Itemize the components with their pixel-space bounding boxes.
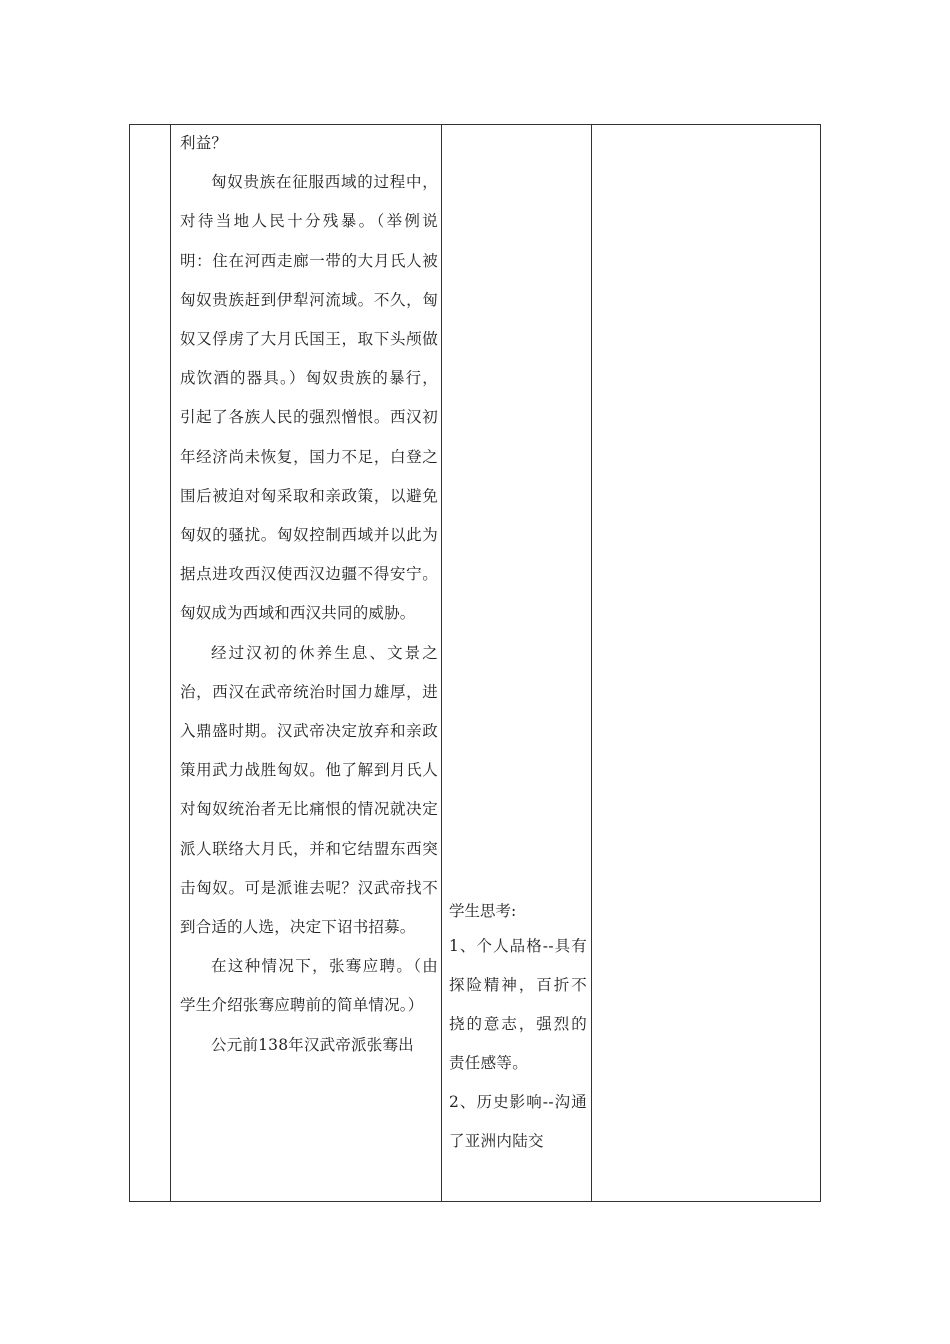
paragraph: 匈奴贵族在征服西域的过程中，对待当地人民十分残暴。（举例说明：住在河西走廊一带的大月氏人被匈奴贵族赶到伊犁河流域。不久，匈奴又俘虏了大月氏国王，取下头颅做成饮酒的器具。）匈奴贵族的暴行，引起了各族人民的强烈憎恨。西汉初年经济尚未恢复，国力不足，白登之围后被迫对匈采取和亲政策，以避免匈奴的骚扰。匈奴控制西域并以此为据点进攻西汉使西汉边疆不得安宁。匈奴成为西域和西汉共同的威胁。 [180,173,438,623]
lesson-plan-table [129,124,821,1202]
paragraph: 在这种情况下，张骞应聘。（由学生介绍张骞应聘前的简单情况。） [180,957,438,1015]
student-thinking-heading: 学生思考: [449,902,517,920]
student-activity-cell [449,125,587,1201]
student-thinking-block [449,901,587,1161]
teacher-activity-cell [180,125,438,1201]
column-divider [170,125,171,1201]
paragraph: 利益？ [180,134,228,152]
paragraph: 公元前138年汉武帝派张骞出 [211,1035,414,1054]
column-divider [591,125,592,1201]
student-thinking-item: 1、个人品格--具有探险精神，百折不挠的意志，强烈的责任感等。 [449,937,587,1072]
student-thinking-item: 2、历史影响--沟通了亚洲内陆交 [449,1093,587,1150]
paragraph: 经过汉初的休养生息、文景之治，西汉在武帝统治时国力雄厚，进入鼎盛时期。汉武帝决定放弃和亲政策用武力战胜匈奴。他了解到月氏人对匈奴统治者无比痛恨的情况就决定派人联络大月氏，并和它结盟东西突击匈奴。可是派谁去呢？汉武帝找不到合适的人选，决定下诏书招募。 [180,643,438,937]
column-divider [441,125,442,1201]
